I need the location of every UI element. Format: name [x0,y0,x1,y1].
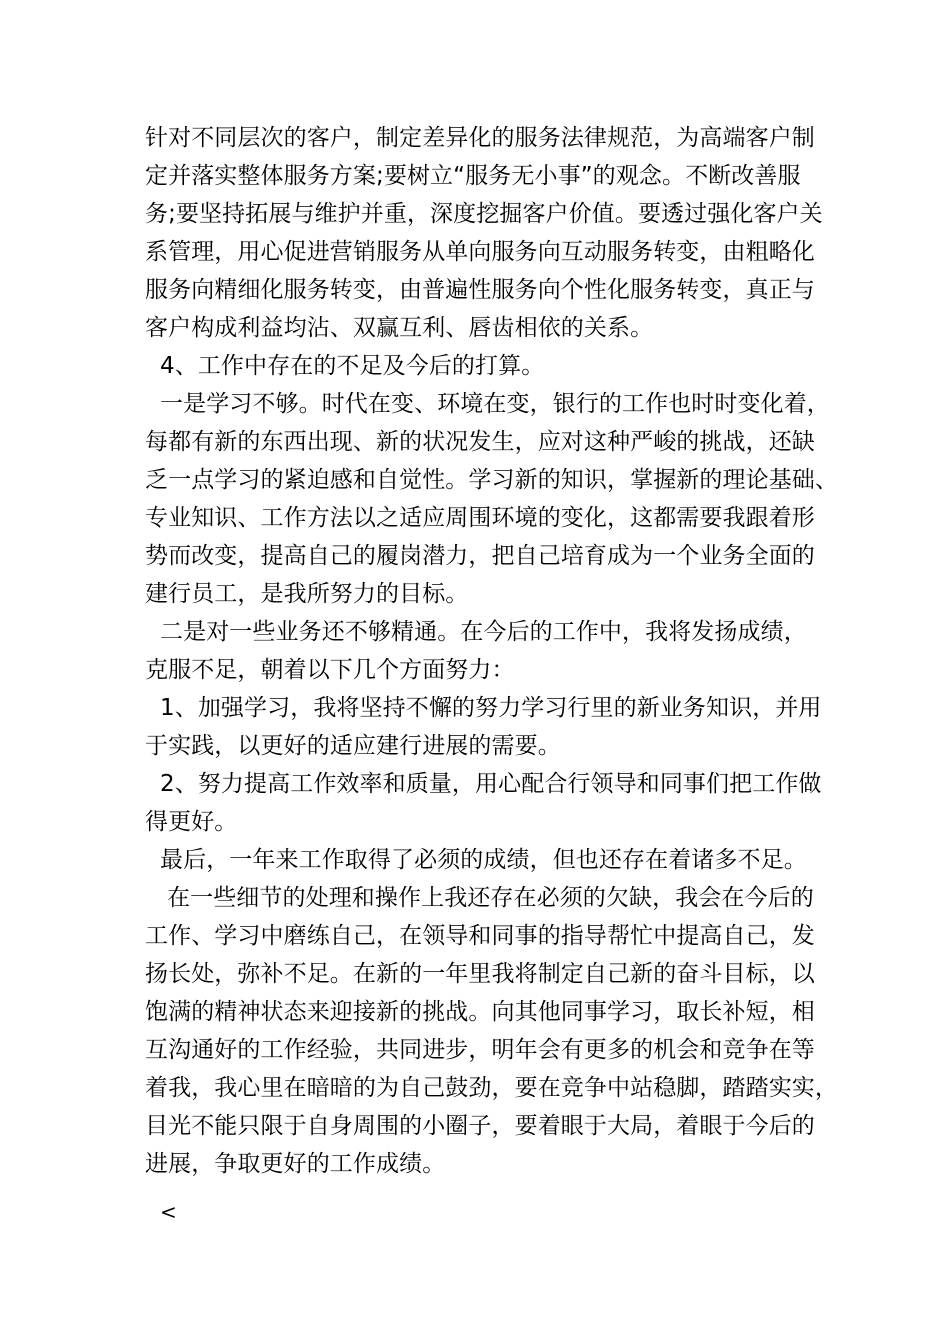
paragraph-line: 进展，争取更好的工作成绩。 [145,1151,446,1177]
paragraph-line: 针对不同层次的客户，制定差异化的服务法律规范，为高端客户制 [145,125,815,151]
list-item-line: 1、加强学习，我将坚持不懈的努力学习行里的新业务知识，并用 [160,695,822,721]
paragraph-line: 克服不足，朝着以下几个方面努力： [145,657,515,683]
section-heading: 4、工作中存在的不足及今后的打算。 [160,353,545,379]
paragraph-line: 二是对一些业务还不够精通。在今后的工作中，我将发扬成绩， [160,619,807,645]
paragraph-line: 每都有新的东西出现、新的状况发生，应对这种严峻的挑战，还缺 [145,429,815,455]
paragraph-line: 在一些细节的处理和操作上我还存在必须的欠缺，我会在今后的 [167,885,814,911]
paragraph-line: 扬长处，弥补不足。在新的一年里我将制定自己新的奋斗目标，以 [145,961,815,987]
list-item-line: 于实践，以更好的适应建行进展的需要。 [145,733,561,759]
paragraph-line: 目光不能只限于自身周围的小圈子，要着眼于大局，着眼于今后的 [145,1113,815,1139]
paragraph-line: 互沟通好的工作经验，共同进步，明年会有更多的机会和竞争在等 [145,1037,815,1063]
paragraph-line: 势而改变，提高自己的履岗潜力，把自己培育成为一个业务全面的 [145,543,815,569]
paragraph-line: 服务向精细化服务转变，由普遍性服务向个性化服务转变，真正与 [145,277,815,303]
paragraph-line: 建行员工，是我所努力的目标。 [145,581,469,607]
list-item-line: 2、努力提高工作效率和质量，用心配合行领导和同事们把工作做 [160,771,822,797]
paragraph-line: 专业知识、工作方法以之适应周围环境的变化，这都需要我跟着形 [145,505,815,531]
paragraph-line: 着我，我心里在暗暗的为自己鼓劲，要在竞争中站稳脚，踏踏实实， [145,1075,838,1101]
paragraph-line: 工作、学习中磨练自己，在领导和同事的指导帮忙中提高自己，发 [145,923,815,949]
paragraph-line: 饱满的精神状态来迎接新的挑战。向其他同事学习，取长补短，相 [145,999,815,1025]
list-item-line: 得更好。 [145,809,238,835]
paragraph-line: 系管理，用心促进营销服务从单向服务向互动服务转变，由粗略化 [145,239,815,265]
paragraph-line: 乏一点学习的紧迫感和自觉性。学习新的知识，掌握新的理论基础、 [145,467,838,493]
paragraph-line: 定并落实整体服务方案;要树立“服务无小事”的观念。不断改善服 [145,163,801,189]
paragraph-line: 一是学习不够。时代在变、环境在变，银行的工作也时时变化着， [160,391,830,417]
stray-symbol: < [160,1200,177,1224]
paragraph-line: 务;要坚持拓展与维护并重，深度挖掘客户价值。要透过强化客户关 [145,201,823,227]
paragraph-line: 客户构成利益均沾、双赢互利、唇齿相依的关系。 [145,315,654,341]
paragraph-line: 最后，一年来工作取得了必须的成绩，但也还存在着诸多不足。 [160,847,807,873]
